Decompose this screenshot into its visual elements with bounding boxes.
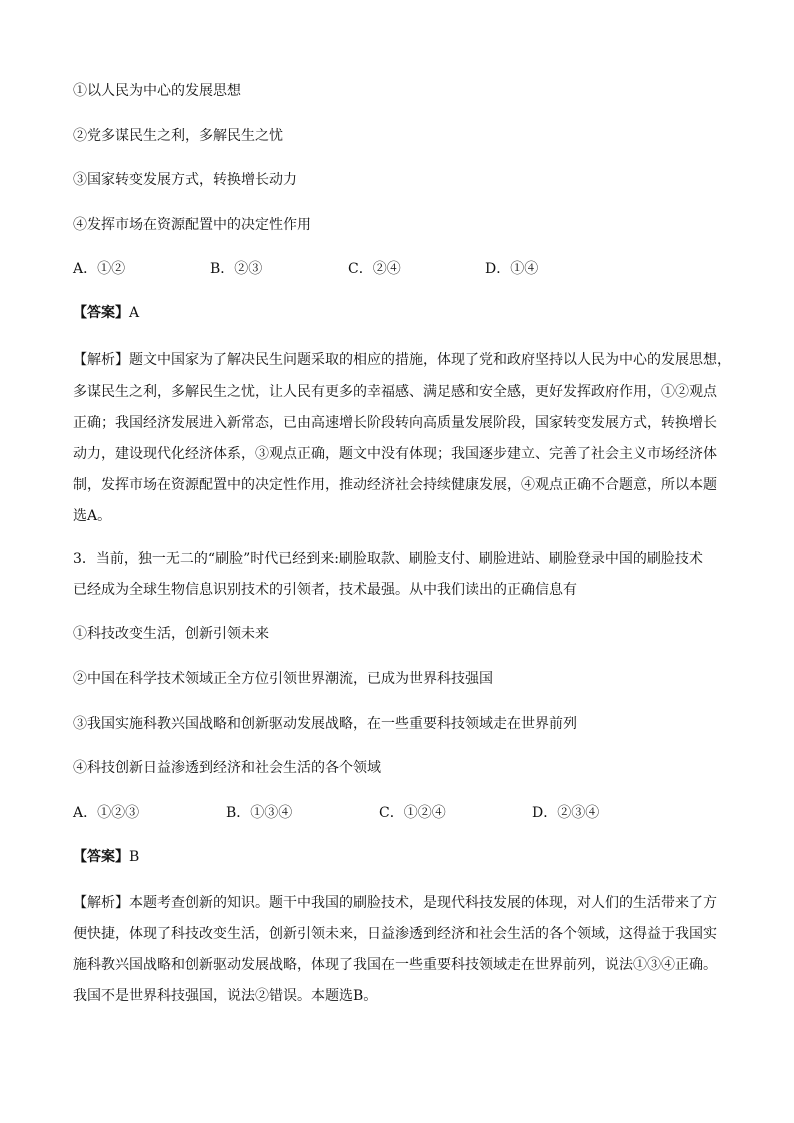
q3-option-b: B．①③④ xyxy=(226,805,293,821)
q3-option-a: A．①②③ xyxy=(73,805,140,821)
q3-stem-line: 已经成为全球生物信息识别技术的引领者，技术最强。从中我们读出的正确信息有 xyxy=(73,582,577,598)
q3-analysis-line: 便快捷，体现了科技改变生活，创新引领未来，日益渗透到经济和社会生活的各个领域，这得益于我国实 xyxy=(73,926,717,942)
q2-item-4: ④发挥市场在资源配置中的决定性作用 xyxy=(73,217,311,233)
q2-item-1: ①以人民为中心的发展思想 xyxy=(73,83,241,99)
q2-analysis-line: 动力，建设现代化经济体系，③观点正确，题文中没有体现；我国逐步建立、完善了社会主义市场经济体 xyxy=(73,446,717,462)
q3-answer-value: B xyxy=(129,849,140,865)
q2-option-c: C．②④ xyxy=(348,261,401,277)
q2-analysis-line: 正确；我国经济发展进入新常态，已由高速增长阶段转向高质量发展阶段，国家转变发展方式，转换增长 xyxy=(73,415,717,431)
q3-item-2: ②中国在科学技术领域正全方位引领世界潮流，已成为世界科技强国 xyxy=(73,671,493,687)
q3-answer-tag: 【答案】 xyxy=(73,849,129,865)
q3-analysis-line: 施科教兴国战略和创新驱动发展战略，体现了我国在一些重要科技领域走在世界前列，说法①③④正确。 xyxy=(73,957,717,973)
q2-item-3: ③国家转变发展方式，转换增长动力 xyxy=(73,172,297,188)
q3-item-3: ③我国实施科教兴国战略和创新驱动发展战略，在一些重要科技领域走在世界前列 xyxy=(73,716,577,732)
q3-analysis-line: 我国不是世界科技强国，说法②错误。本题选B。 xyxy=(73,988,378,1004)
q2-option-a: A．①② xyxy=(73,261,126,277)
q3-analysis-line: 【解析】本题考查创新的知识。题干中我国的刷脸技术，是现代科技发展的体现，对人们的生活带来了方 xyxy=(73,895,717,911)
q2-analysis-line: 制，发挥市场在资源配置中的决定性作用，推动经济社会持续健康发展，④观点正确不合题意，所以本题 xyxy=(73,477,717,493)
q2-analysis-line: 【解析】题文中国家为了解决民生问题采取的相应的措施，体现了党和政府坚持以人民为中心的发展思想， xyxy=(73,352,731,368)
q2-option-d: D．①④ xyxy=(485,261,539,277)
q3-option-c: C．①②④ xyxy=(379,805,446,821)
q3-stem-line: 3．当前，独一无二的“刷脸”时代已经到来:刷脸取款、刷脸支付、刷脸进站、刷脸登录中国的刷脸技术 xyxy=(73,551,703,567)
q2-analysis-line: 多谋民生之利，多解民生之忧，让人民有更多的幸福感、满足感和安全感，更好发挥政府作用，①②观点 xyxy=(73,384,717,400)
q2-option-b: B．②③ xyxy=(210,261,263,277)
q3-answer xyxy=(73,847,139,867)
q3-item-1: ①科技改变生活，创新引领未来 xyxy=(73,626,269,642)
q3-item-4: ④科技创新日益渗透到经济和社会生活的各个领域 xyxy=(73,760,381,776)
q2-item-2: ②党多谋民生之利，多解民生之忧 xyxy=(73,128,283,144)
q2-answer-tag: 【答案】 xyxy=(73,305,129,321)
q2-answer xyxy=(73,303,139,323)
q2-analysis-line: 选A。 xyxy=(73,508,112,524)
q2-answer-value: A xyxy=(129,305,140,321)
q3-option-d: D．②③④ xyxy=(532,805,600,821)
